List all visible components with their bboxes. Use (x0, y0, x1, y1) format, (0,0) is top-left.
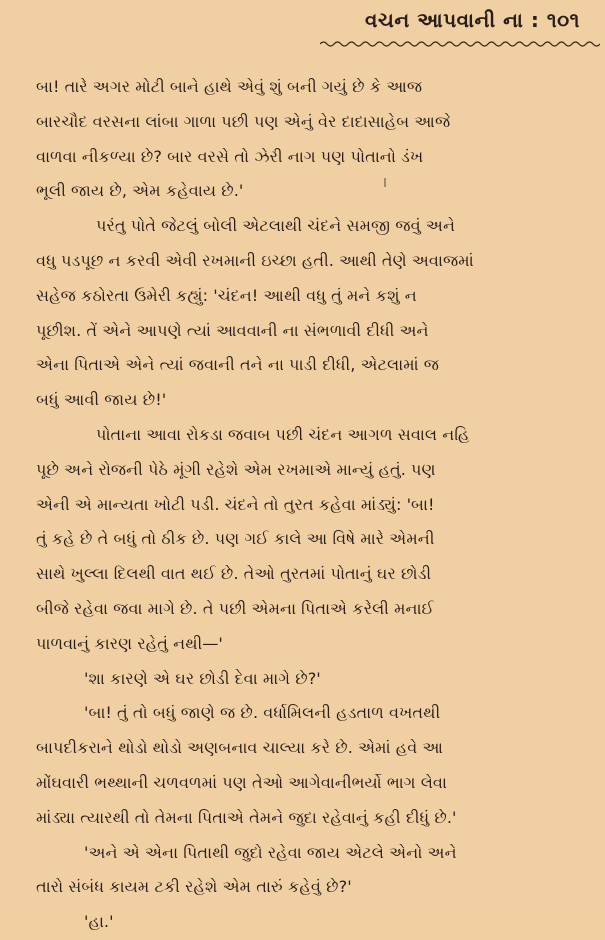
text-line: બારચૌદ વરસના લાંબા ગાળા પછી પણ એનું વેર દાદાસાહેબ આજે (36, 111, 451, 131)
text-line: બા! તારે અગર મોટી બાને હાથે એવું શું બની ગયું છે કે આજ (36, 77, 423, 96)
text-line: વધુ પડપૂછ ન કરવી એવી રખમાની ઇચ્છા હતી. આથી તેણે અવાજમાં (36, 250, 474, 270)
text-line: 'બા! તું તો બધું જાણે જ છે. વર્ધામિલની હડતાળ વખતથી (84, 703, 441, 723)
text-line: માંડ્યા ત્યારથી તો તેમના પિતાએ તેમને જુદા રહેવાનું કહી દીધું છે.' (36, 807, 457, 827)
text-line: મોંઘવારી ભથ્થાની ચળવળમાં પણ તેઓ આગેવાનીભર્યો ભાગ લેવા (36, 772, 447, 792)
decorative-wavy-rule (320, 40, 600, 48)
text-line: પૂછે અને રોજની પેઠે મૂંગી રહેશે એમ રખમાએ માન્યું હતું. પણ (36, 459, 436, 479)
text-line: બાપદીકરાને થોડો થોડો અણબનાવ ચાલ્યા કરે છે. એમાં હવે આ (36, 738, 444, 758)
text-line: સાથે ખુલ્લા દિલથી વાત થઈ છે. તેઓ તુરતમાં પોતાનું ઘર છોડી (36, 564, 432, 584)
body-text (36, 70, 571, 940)
text-line: 'હા.' (84, 912, 114, 932)
text-line: તારો સંબંધ કાયમ ટકી રહેશે એમ તારું કહેવું છે?' (36, 877, 352, 897)
text-line: પરંતુ પોતે જેટલું બોલી એટલાથી ચંદને સમજી જવું અને (96, 216, 456, 236)
text-line: સહેજ કઠોરતા ઉમેરી કહ્યું: 'ચંદન! આથી વધુ તું મને કશું ન (36, 285, 417, 305)
text-line: બીજે રહેવા જવા માગે છે. તે પછી એમના પિતાએ કરેલી મનાઈ (36, 598, 435, 618)
text-line: પોતાના આવા રોકડા જવાબ પછી ચંદન આગળ સવાલ નહિ (96, 424, 470, 444)
text-line: 'અને એ એના પિતાથી જુદો રહેવા જાય એટલે એનો અને (84, 842, 457, 862)
text-line: બધું આવી જાય છે!' (36, 390, 167, 410)
text-line: 'શા કારણે એ ઘર છોડી દેવા માગે છે?' (84, 668, 321, 688)
text-line: વાળવા નીકળ્યા છે? બાર વરસે તો ઝેરી નાગ પણ પોતાનો ડંખ (36, 146, 424, 166)
text-line: પૂછીશ. તેં એને આપણે ત્યાં આવવાની ના સંભળાવી દીધી અને (36, 320, 429, 340)
text-line: એની એ માન્યતા ખોટી પડી. ચંદને તો તુરત કહેવા માંડ્યું: 'બા! (36, 494, 435, 514)
page-header-title: વચન આપવાની ના : ૧૦૧ (364, 8, 580, 32)
text-line: તું કહે છે તે બધું તો ઠીક છે. પણ ગઈ કાલે આ વિષે મારે એમની (36, 529, 435, 549)
text-line: ભૂલી જાય છે, એમ કહેવાય છે.' (36, 181, 244, 201)
running-header (310, 6, 590, 52)
text-line: એના પિતાએ એને ત્યાં જવાની તને ના પાડી દીધી, એટલામાં જ (36, 355, 440, 375)
text-line: પાળવાનું કારણ રહેતું નથી—' (36, 633, 223, 653)
